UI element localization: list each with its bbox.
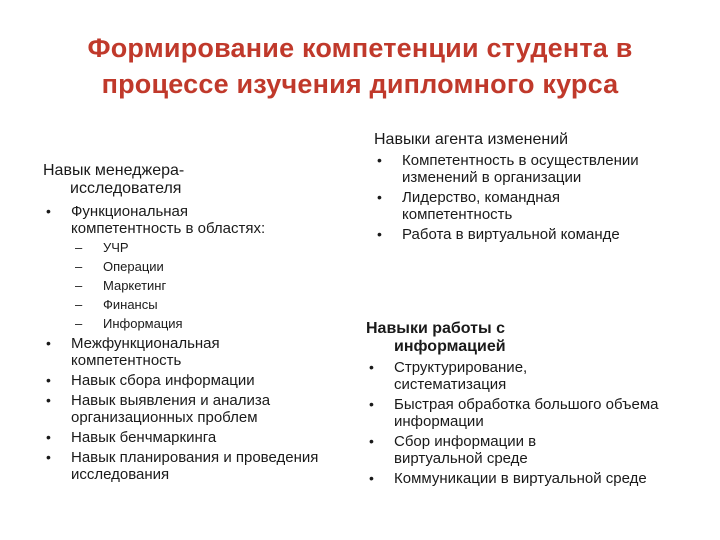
list-item-text: Функциональная компетентность в областях: bbox=[71, 203, 266, 237]
slide-title-line2: процессе изучения дипломного курса bbox=[101, 69, 619, 99]
list-item-text: Работа в виртуальной команде bbox=[402, 226, 620, 243]
sub-list-item-text: Финансы bbox=[103, 297, 158, 312]
list-item-text: Навык бенчмаркинга bbox=[71, 429, 217, 446]
sub-list-item bbox=[71, 296, 291, 313]
dash-icon: – bbox=[75, 278, 83, 293]
bullet-icon: • bbox=[46, 392, 51, 408]
list-item bbox=[43, 203, 291, 332]
list-item bbox=[43, 392, 346, 426]
slide-title bbox=[0, 30, 720, 102]
sub-list-item-text: Маркетинг bbox=[103, 278, 167, 293]
sub-list-item bbox=[71, 277, 291, 294]
list-item-text: Быстрая обработка большого объема информации bbox=[394, 396, 659, 430]
sub-list-item bbox=[71, 315, 291, 332]
bullet-icon: • bbox=[369, 396, 374, 412]
researcher-skills-list bbox=[43, 203, 343, 483]
list-item-text: Межфункциональная компетентность bbox=[71, 335, 220, 369]
bullet-icon: • bbox=[369, 470, 374, 486]
list-item-text: Навык сбора информации bbox=[71, 372, 255, 389]
list-item-text: Структурирование, систематизация bbox=[394, 359, 528, 393]
sub-list-item-text: Информация bbox=[103, 316, 183, 331]
researcher-skills-section bbox=[43, 162, 343, 483]
functional-areas-list bbox=[71, 239, 291, 332]
list-item-text: Коммуникации в виртуальной среде bbox=[394, 470, 647, 487]
bullet-icon: • bbox=[46, 372, 51, 388]
information-heading-line2: информацией bbox=[394, 338, 506, 355]
bullet-icon: • bbox=[46, 449, 51, 465]
dash-icon: – bbox=[75, 259, 83, 274]
sub-list-item-text: Операции bbox=[103, 259, 164, 274]
sub-list-item bbox=[71, 239, 291, 256]
list-item bbox=[366, 396, 679, 430]
bullet-icon: • bbox=[369, 433, 374, 449]
sub-list-item-text: УЧР bbox=[103, 240, 129, 255]
bullet-icon: • bbox=[377, 226, 382, 242]
change-agent-skills-section bbox=[374, 131, 674, 243]
information-skills-section bbox=[366, 320, 676, 487]
bullet-icon: • bbox=[377, 152, 382, 168]
information-skills-list bbox=[366, 359, 676, 487]
researcher-heading-line2: исследователя bbox=[70, 180, 182, 197]
list-item bbox=[43, 449, 331, 483]
list-item-text: Компетентность в осуществлении изменений в организации bbox=[402, 152, 639, 186]
list-item bbox=[366, 433, 604, 467]
list-item-text: Лидерство, командная компетентность bbox=[402, 189, 561, 223]
dash-icon: – bbox=[75, 240, 83, 255]
researcher-skills-heading bbox=[43, 162, 343, 198]
sub-list-item bbox=[71, 258, 291, 275]
list-item bbox=[366, 470, 684, 487]
bullet-icon: • bbox=[46, 429, 51, 445]
list-item-text: Навык выявления и анализа организационных проблем bbox=[71, 392, 271, 426]
list-item bbox=[43, 429, 341, 446]
bullet-icon: • bbox=[377, 189, 382, 205]
information-heading-line1: Навыки работы с bbox=[366, 320, 506, 337]
researcher-heading-line1: Навык менеджера- bbox=[43, 162, 185, 179]
bullet-icon: • bbox=[46, 335, 51, 351]
list-item bbox=[43, 372, 341, 389]
bullet-icon: • bbox=[369, 359, 374, 375]
dash-icon: – bbox=[75, 316, 83, 331]
list-item bbox=[374, 189, 632, 223]
change-agent-skills-list bbox=[374, 152, 674, 243]
list-item bbox=[366, 359, 594, 393]
information-skills-heading bbox=[366, 320, 676, 356]
list-item bbox=[43, 335, 281, 369]
list-item bbox=[374, 226, 702, 243]
list-item bbox=[374, 152, 662, 186]
bullet-icon: • bbox=[46, 203, 51, 219]
dash-icon: – bbox=[75, 297, 83, 312]
list-item-text: Сбор информации в виртуальной среде bbox=[394, 433, 537, 467]
list-item-text: Навык планирования и проведения исследования bbox=[71, 449, 319, 483]
slide-title-line1: Формирование компетенции студента в bbox=[87, 33, 633, 63]
change-agent-heading: Навыки агента изменений bbox=[374, 131, 569, 148]
